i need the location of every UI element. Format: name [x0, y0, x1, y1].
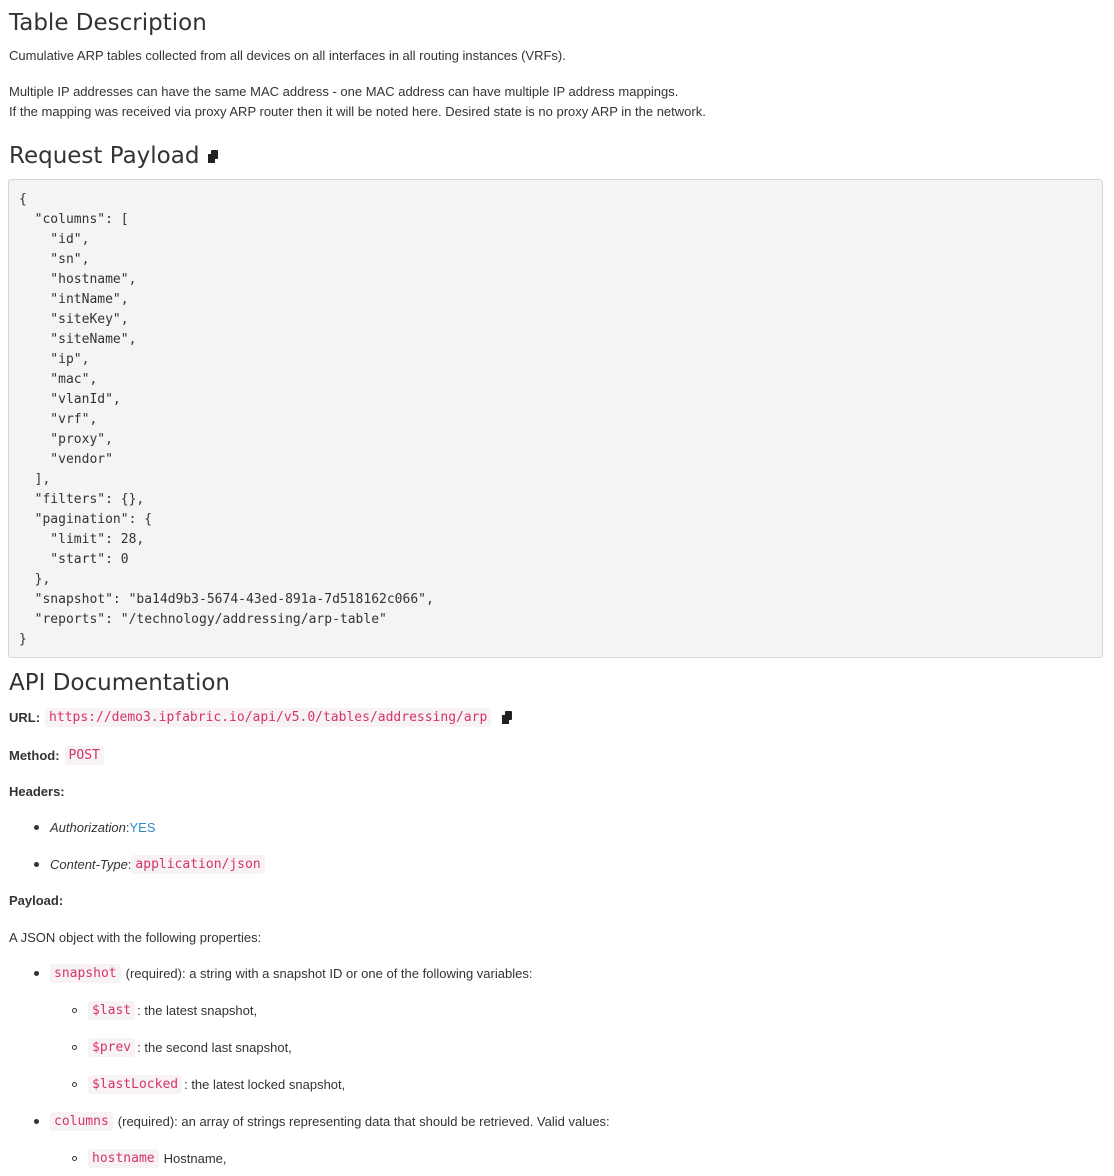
- request-payload-title: Request Payload: [9, 143, 200, 169]
- request-payload-code: { "columns": [ "id", "sn", "hostname", "intName", "siteKey", "siteName", "ip", "mac", "vlanId", "vrf", "proxy", "vendor" ], "filters": {}, "pagination": { "limit": 28, "start": 0 }, "snapshot": "ba14d9b3-5674-43ed-891a-7d518162c066", "reports": "/technology/addressing/arp-table" }: [19, 192, 434, 647]
- payload-columns-item: columns (required): an array of strings representing data that should be retrieved. Valid values:: [34, 1112, 610, 1131]
- description-line-2: Multiple IP addresses can have the same MAC address - one MAC address can have multiple IP address mappings.: [9, 84, 679, 99]
- snapshot-key: snapshot: [50, 964, 121, 983]
- request-payload-code-block[interactable]: [8, 179, 1103, 658]
- bullet-icon: [34, 825, 39, 830]
- description-line-3: If the mapping was received via proxy ARP router then it will be noted here. Desired state is no proxy ARP in the network.: [9, 104, 706, 119]
- copy-icon[interactable]: [207, 150, 219, 163]
- copy-url-icon[interactable]: [501, 711, 513, 724]
- payload-snapshot-item: snapshot (required): a string with a snapshot ID or one of the following variables:: [34, 964, 532, 983]
- headers-label: Headers:: [9, 784, 65, 799]
- api-documentation-title: API Documentation: [9, 670, 231, 696]
- snapshot-var-prev: $prev : the second last snapshot,: [72, 1038, 292, 1057]
- bullet-icon: [72, 1008, 77, 1013]
- bullet-icon: [34, 1119, 39, 1124]
- payload-label: Payload:: [9, 893, 64, 908]
- api-url[interactable]: https://demo3.ipfabric.io/api/v5.0/tables/addressing/arp: [45, 708, 491, 727]
- table-description-title: Table Description: [9, 10, 207, 36]
- bullet-icon: [72, 1082, 77, 1087]
- header-content-type: Content-Type : application/json: [34, 855, 265, 874]
- method-label: Method:: [9, 748, 60, 763]
- request-payload-heading: [9, 143, 219, 169]
- column-value-hostname: hostname Hostname,: [72, 1149, 227, 1168]
- payload-intro: A JSON object with the following properties:: [9, 930, 262, 945]
- bullet-icon: [34, 862, 39, 867]
- bullet-icon: [34, 971, 39, 976]
- authorization-value: YES: [129, 820, 156, 835]
- method-row: [9, 746, 104, 765]
- url-row: [9, 708, 513, 727]
- snapshot-var-lastlocked: $lastLocked : the latest locked snapshot,: [72, 1075, 345, 1094]
- method-value: POST: [65, 746, 104, 765]
- description-line-1: Cumulative ARP tables collected from all devices on all interfaces in all routing instances (VRFs).: [9, 48, 566, 63]
- bullet-icon: [72, 1045, 77, 1050]
- url-label: URL:: [9, 710, 41, 725]
- columns-key: columns: [50, 1112, 113, 1131]
- snapshot-var-last: $last : the latest snapshot,: [72, 1001, 257, 1020]
- bullet-icon: [72, 1156, 77, 1161]
- header-authorization: Authorization : YES: [34, 820, 156, 835]
- content-type-value: application/json: [131, 855, 264, 874]
